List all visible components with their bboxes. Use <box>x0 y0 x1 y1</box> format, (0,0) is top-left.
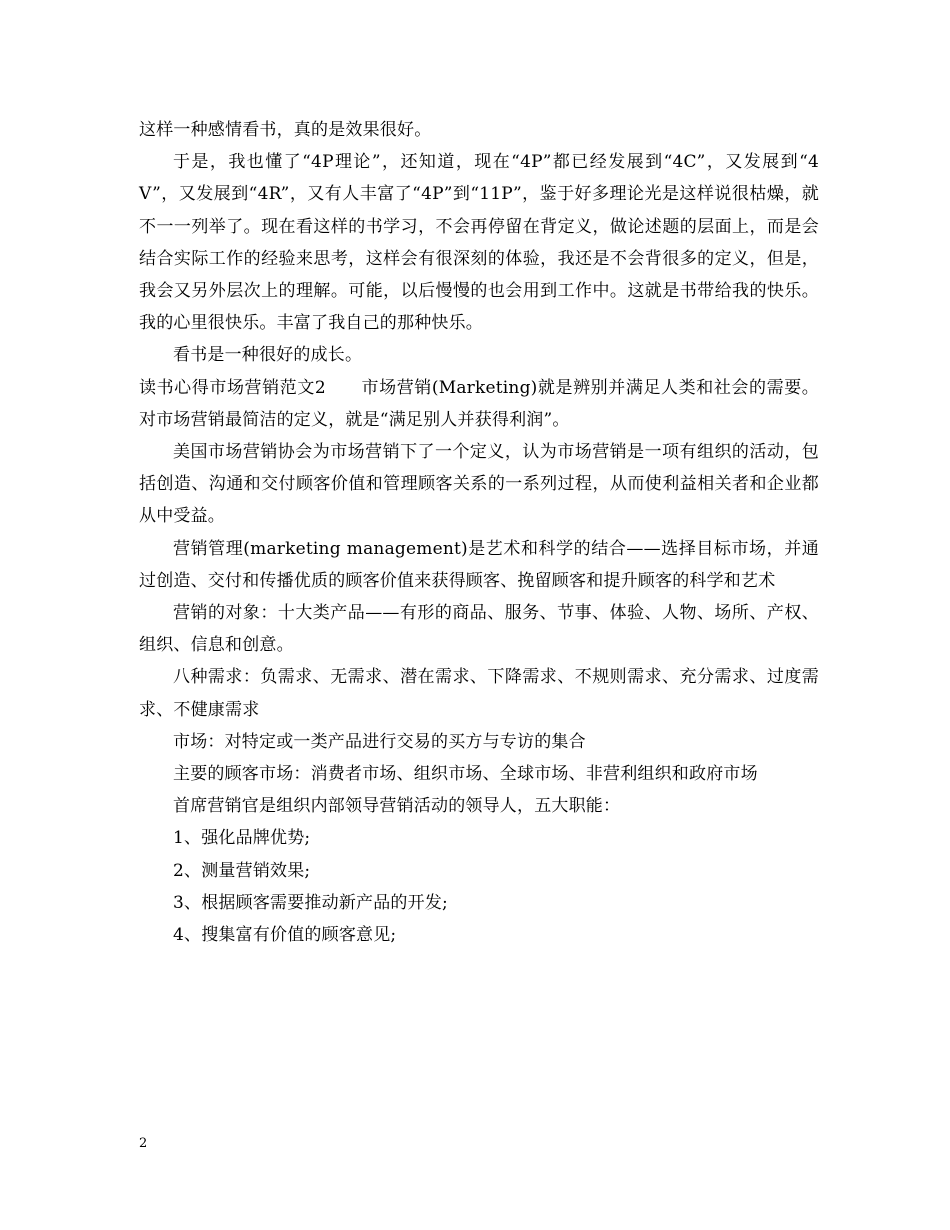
list-item-1: 1、强化品牌优势; <box>173 828 311 849</box>
page-number: 2 <box>139 1136 148 1151</box>
paragraph-8: 八种需求：负需求、无需求、潜在需求、下降需求、不规则需求、充分需求、过度需求、不健康需求 <box>139 667 819 720</box>
paragraph-10: 主要的顾客市场：消费者市场、组织市场、全球市场、非营利组织和政府市场 <box>173 764 758 785</box>
paragraph-2: 于是，我也懂了“4P理论”，还知道，现在“4P”都已经发展到“4C”，又发展到“4V”，又发展到“4R”，又有人丰富了“4P”到“11P”，鉴于好多理论光是这样说很枯燥，就不一一列举了。现在看这样的书学习，不会再停留在背定义，做论述题的层面上，而是会结合实际工作的经验来思考，这样会有很深刻的体验，我还是不会背很多的定义，但是，我会又另外层次上的理解。可能，以后慢慢的也会用到工作中。这就是书带给我的快乐。我的心里很快乐。丰富了我自己的那种快乐。 <box>139 152 819 334</box>
paragraph-4-section-heading: 读书心得市场营销范文2 市场营销(Marketing)就是辨别并满足人类和社会的需要。对市场营销最简洁的定义，就是“满足别人并获得利润”。 <box>139 377 819 430</box>
list-item-4: 4、搜集富有价值的顾客意见; <box>173 925 397 946</box>
list-item-2: 2、测量营销效果; <box>173 860 311 881</box>
body-text <box>139 114 819 951</box>
paragraph-1: 这样一种感情看书，真的是效果很好。 <box>139 120 432 140</box>
paragraph-11: 首席营销官是组织内部领导营销活动的领导人，五大职能： <box>173 796 621 817</box>
paragraph-9: 市场：对特定或一类产品进行交易的买方与专访的集合 <box>173 731 586 752</box>
paragraph-3: 看书是一种很好的成长。 <box>173 345 363 366</box>
paragraph-7: 营销的对象：十大类产品——有形的商品、服务、节事、体验、人物、场所、产权、组织、信息和创意。 <box>139 603 819 656</box>
list-item-3: 3、根据顾客需要推动新产品的开发; <box>173 892 448 913</box>
paragraph-5: 美国市场营销协会为市场营销下了一个定义，认为市场营销是一项有组织的活动，包括创造、沟通和交付顾客价值和管理顾客关系的一系列过程，从而使利益相关者和企业都从中受益。 <box>139 442 819 527</box>
paragraph-6: 营销管理(marketing management)是艺术和科学的结合——选择目标市场，并通过创造、交付和传播优质的顾客价值来获得顾客、挽留顾客和提升顾客的科学和艺术 <box>139 538 819 591</box>
